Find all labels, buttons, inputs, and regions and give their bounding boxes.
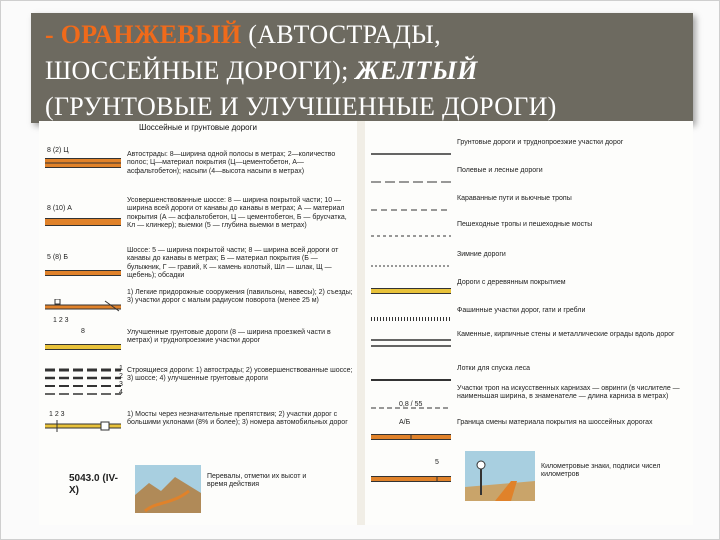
legend-right-item-wooden-road: Дороги с деревянным покрытием	[457, 279, 566, 286]
legend-left-item-improved-dirt-road: Улучшенные грунтовые дороги (8 — ширина проезжей части в метрах) и труднопроезжие участки дорог	[127, 329, 331, 345]
title-line2: ШОССЕЙНЫЕ ДОРОГИ);	[45, 56, 349, 85]
walls-symbol	[371, 335, 451, 345]
surface-change-symbol	[371, 427, 451, 433]
legend-right-item-ovring: Участки троп на искусственных карнизах — овринги (в числителе — наименьшая ширина, в знаменателе — длина карниза в метрах)	[457, 385, 680, 401]
slide-title	[45, 17, 685, 125]
km-sign-picture	[465, 451, 535, 501]
legend-left-item-roads-under-construction: Строящиеся дороги: 1) автострады; 2) усовершенствованные шоссе; 3) шоссе; 4) улучшенные грунтовые дороги	[127, 367, 353, 383]
autostrada-symbol	[45, 155, 121, 165]
mountain-pass-picture	[135, 465, 201, 513]
bridges-symbol	[45, 419, 121, 431]
legend-left-item-mountain-pass: Перевалы, отметки их высот и время действия	[207, 473, 307, 489]
legend-right-item-dirt-road: Грунтовые дороги и труднопроезжие участки дорог	[457, 139, 624, 146]
highway-label: 5 (8) Б	[47, 254, 68, 261]
legend-left-item-autostrada: Автострады: 8—ширина одной полосы в метрах; 2—количество полос; Ц—материал покрытия (Ц—цементобетон, А—асфальтобетон); насыпи (4—высота насыпи в метрах)	[127, 151, 336, 175]
surface-change-label: А/Б	[399, 419, 411, 426]
bridges-label: 1 2 3	[49, 411, 65, 418]
roads-under-construction-label: 1 2 3 4	[119, 365, 123, 396]
legend-right-item-km-sign: Километровые знаки, подписи чисел километров	[541, 463, 661, 479]
legend-right-item-log-chute: Лотки для спуска леса	[457, 365, 530, 372]
legend-right-item-footpath: Пешеходные тропы и пешеходные мосты	[457, 221, 593, 228]
pass-elevation-label: 5043.0 (IV-X)	[69, 473, 118, 496]
ovring-label: 0,8 / 55	[399, 401, 423, 408]
autostrada-symbol-label: 8 (2) Ц	[47, 147, 69, 154]
highway-symbol	[45, 263, 121, 269]
legend-right-item-field-road: Полевые и лесные дороги	[457, 167, 543, 174]
legend-right-column	[365, 121, 693, 525]
legend-right-item-walls: Каменные, кирпичные стены и металлические ограды вдоль дорог	[457, 331, 675, 338]
legend-left-column	[39, 121, 357, 525]
fascine-road-symbol	[371, 309, 451, 315]
roadside-structures-label: 1 2 3	[53, 317, 69, 324]
title-banner	[31, 13, 693, 123]
wooden-road-symbol	[371, 281, 451, 287]
km-sign-road-symbol	[371, 469, 451, 475]
field-road-symbol	[371, 171, 451, 175]
footpath-symbol	[371, 225, 451, 229]
legend-left-item-improved-highway: Усовершенствованные шоссе: 8 — ширина покрытой части; 10 — ширина всей дороги от канавы до канавы в метрах; А — материал покрытия (А — асфальтобетон, Ц — цементобетон, Б — брусчатка, Кл — клинкер); выемки (5 — глубина выемки в метрах)	[127, 197, 347, 230]
legend-right-item-caravan-path: Караванные пути и вьючные тропы	[457, 195, 572, 202]
improved-dirt-road-label: 8	[81, 328, 85, 335]
km-sign-label: 5	[435, 459, 439, 466]
title-line3: (ГРУНТОВЫЕ И УЛУЧШЕННЫЕ ДОРОГИ)	[45, 92, 557, 121]
log-chute-symbol	[371, 369, 451, 373]
legend-left-title: Шоссейные и грунтовые дороги	[138, 123, 258, 132]
caravan-path-symbol	[371, 199, 451, 203]
improved-highway-symbol	[45, 213, 121, 221]
legend-right-item-surface-change: Граница смены материала покрытия на шоссейных дорогах	[457, 419, 653, 426]
title-orange-word: - ОРАНЖЕВЫЙ	[45, 20, 242, 49]
improved-dirt-road-symbol	[45, 337, 121, 343]
title-line1: (АВТОСТРАДЫ,	[248, 20, 441, 49]
legend-right-item-fascine-road: Фашинные участки дорог, гати и гребли	[457, 307, 586, 314]
roads-under-construction-symbol	[45, 367, 121, 397]
legend-left-item-highway: Шоссе: 5 — ширина покрытой части; 8 — ширина всей дороги от канавы до канавы в метрах; Б — материал покрытия (Б — булыжник, Г — гравий, К — камень колотый, Шл — шлак, Щ — щебень); обсадки	[127, 247, 339, 280]
title-yellow-word: ЖЕЛТЫЙ	[355, 56, 478, 85]
legend-left-item-bridges: 1) Мосты через незначительные препятствия; 2) участки дорог с большими уклонами (8% и более); 3) номера автомобильных дорог	[127, 411, 348, 427]
winter-road-symbol	[371, 255, 451, 259]
dirt-road-symbol	[371, 143, 451, 147]
roadside-structures-symbol	[45, 299, 121, 313]
legend-left-item-roadside-structures: 1) Легкие придорожные сооружения (павильоны, навесы); 2) съезды; 3) участки дорог с малым радиусом поворота (менее 25 м)	[127, 289, 353, 305]
map-legend-image	[39, 121, 693, 525]
legend-right-item-winter-road: Зимние дороги	[457, 251, 506, 258]
improved-highway-label: 8 (10) А	[47, 205, 72, 212]
